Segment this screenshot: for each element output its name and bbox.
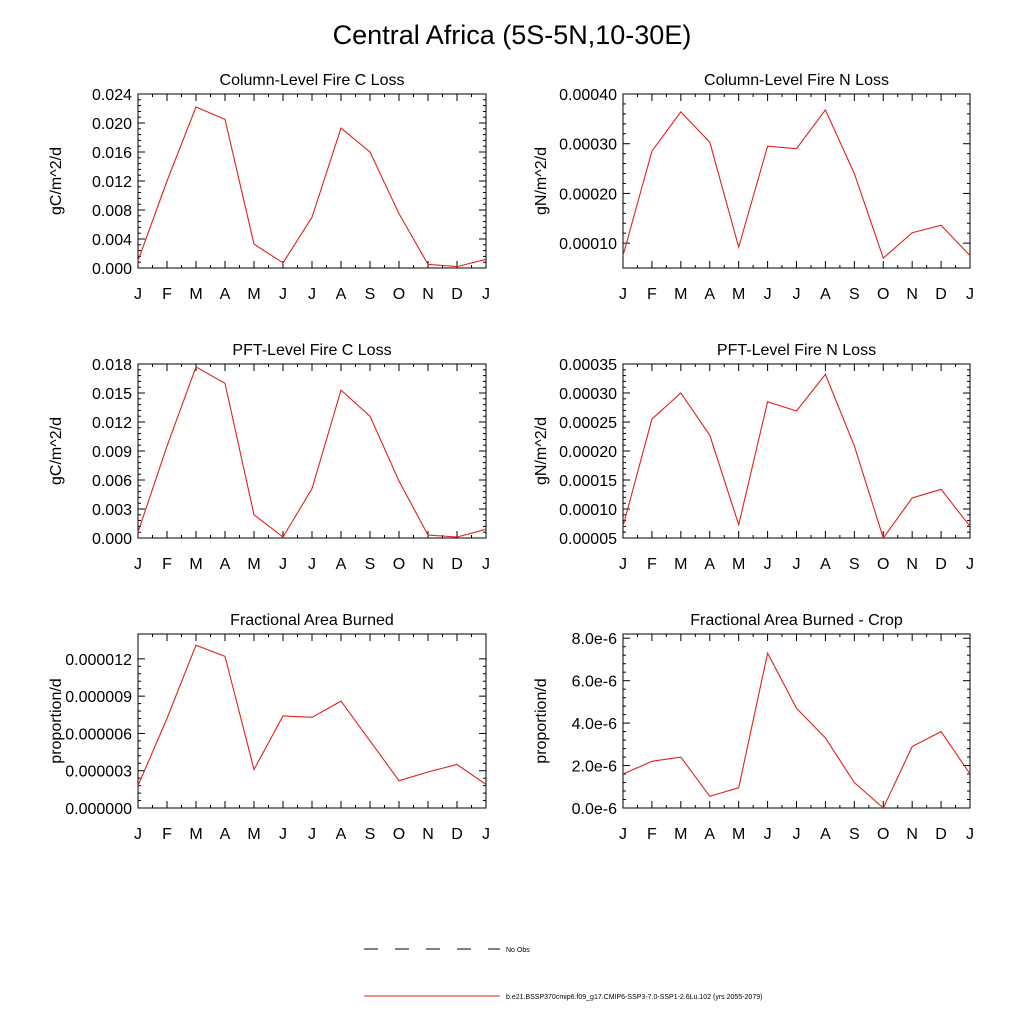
x-tick-label: F (647, 556, 657, 573)
x-tick-label: J (619, 286, 627, 303)
y-tick-label: 0.000012 (65, 651, 132, 669)
x-tick-label: M (247, 286, 261, 303)
x-tick-label: D (935, 286, 947, 303)
panel-title: Fractional Area Burned - Crop (690, 612, 903, 629)
x-tick-label: S (364, 286, 376, 303)
x-tick-label: O (392, 826, 406, 843)
y-axis-label: proportion/d (48, 678, 65, 764)
y-axis-label: proportion/d (533, 678, 550, 764)
x-tick-label: O (877, 826, 890, 843)
y-tick-label: 0.00030 (559, 136, 617, 154)
x-tick-label: N (906, 556, 918, 573)
series-line (138, 645, 486, 785)
x-tick-label: A (335, 556, 347, 573)
panel-title: Column-Level Fire N Loss (704, 72, 889, 89)
y-tick-label: 2.0e-6 (571, 758, 617, 776)
plot-frame (623, 364, 970, 538)
x-tick-label: J (792, 286, 801, 303)
y-tick-label: 0.00040 (559, 87, 617, 104)
x-tick-label: F (647, 286, 657, 303)
y-tick-label: 0.003 (91, 502, 132, 519)
x-tick-label: N (906, 286, 918, 303)
x-tick-label: D (451, 556, 463, 573)
chart-panel (533, 72, 974, 303)
x-tick-label: A (820, 556, 831, 573)
y-tick-label: 0.006 (91, 473, 132, 490)
x-tick-label: J (966, 556, 974, 573)
y-tick-label: 0.015 (91, 386, 132, 403)
x-tick-label: A (704, 286, 716, 303)
x-tick-label: J (482, 556, 490, 573)
x-tick-label: M (674, 826, 688, 843)
y-tick-label: 0.000000 (65, 801, 132, 818)
x-tick-label: A (820, 286, 831, 303)
y-tick-label: 0.00035 (559, 357, 617, 374)
plot-frame (623, 634, 970, 808)
x-tick-label: F (162, 286, 172, 303)
y-tick-label: 0.000006 (65, 726, 132, 744)
y-tick-label: 0.008 (91, 203, 132, 220)
x-tick-label: F (162, 826, 172, 843)
x-tick-label: S (848, 556, 860, 573)
x-tick-label: A (704, 556, 716, 573)
x-tick-label: A (704, 826, 716, 843)
chart-panel (533, 612, 974, 843)
x-tick-label: S (364, 556, 376, 573)
x-tick-label: M (247, 556, 261, 573)
x-tick-label: J (763, 286, 772, 303)
legend (364, 947, 762, 1001)
x-tick-label: A (335, 826, 347, 843)
x-tick-label: A (820, 826, 831, 843)
y-tick-label: 0.000 (91, 531, 132, 548)
legend-label: b.e21.BSSP370cmip6.f09_g17.CMIP6-SSP3-7.0-SSP1-2.6Lu.102 (yrs 2055-2079) (506, 994, 763, 1001)
y-axis-label: gN/m^2/d (533, 147, 550, 215)
y-tick-label: 0.000009 (65, 689, 132, 707)
x-tick-label: M (732, 826, 746, 843)
x-tick-label: J (619, 826, 627, 843)
y-tick-label: 6.0e-6 (571, 673, 617, 691)
y-tick-label: 0.016 (91, 145, 132, 162)
x-tick-label: D (935, 556, 947, 573)
x-tick-label: J (792, 556, 801, 573)
y-tick-label: 0.012 (91, 415, 132, 432)
y-tick-label: 0.0e-6 (571, 801, 617, 818)
x-tick-label: J (763, 556, 772, 573)
chart-panel (48, 612, 490, 843)
y-tick-label: 0.00020 (559, 186, 617, 204)
x-tick-label: J (279, 826, 287, 843)
y-tick-label: 0.00015 (559, 473, 617, 490)
x-tick-label: D (935, 826, 947, 843)
x-tick-label: N (906, 826, 918, 843)
y-tick-label: 0.00020 (559, 444, 617, 461)
y-tick-label: 0.00010 (559, 502, 617, 519)
y-axis-label: gN/m^2/d (533, 417, 550, 485)
x-tick-label: F (647, 826, 657, 843)
x-tick-label: O (392, 286, 406, 303)
x-tick-label: M (189, 556, 203, 573)
x-tick-label: D (451, 286, 463, 303)
x-tick-label: M (189, 286, 203, 303)
y-tick-label: 0.00025 (559, 415, 617, 432)
x-tick-label: J (279, 556, 287, 573)
series-line (623, 374, 970, 538)
figure-title: Central Africa (5S-5N,10-30E) (332, 20, 692, 50)
y-tick-label: 0.000003 (65, 763, 132, 781)
x-tick-label: J (134, 556, 142, 573)
x-tick-label: J (966, 286, 974, 303)
x-tick-label: A (219, 556, 231, 573)
y-axis-label: gC/m^2/d (48, 417, 65, 485)
y-tick-label: 0.00010 (559, 236, 617, 254)
series-line (623, 653, 970, 808)
x-tick-label: A (335, 286, 347, 303)
chart-panel (48, 342, 490, 573)
x-tick-label: D (451, 826, 463, 843)
x-tick-label: M (674, 286, 688, 303)
x-tick-label: A (219, 286, 231, 303)
y-tick-label: 0.000 (91, 261, 132, 278)
series-line (138, 367, 486, 537)
series-line (623, 110, 970, 258)
x-tick-label: J (134, 826, 142, 843)
plot-frame (138, 364, 486, 538)
series-line (138, 107, 486, 267)
x-tick-label: M (732, 556, 746, 573)
panel-title: PFT-Level Fire C Loss (232, 342, 392, 359)
y-tick-label: 0.00005 (559, 531, 617, 548)
x-tick-label: S (364, 826, 376, 843)
y-tick-label: 8.0e-6 (571, 631, 617, 649)
x-tick-label: N (422, 826, 434, 843)
x-tick-label: J (308, 826, 316, 843)
x-tick-label: J (792, 826, 801, 843)
x-tick-label: J (966, 826, 974, 843)
x-tick-label: F (162, 556, 172, 573)
x-tick-label: S (848, 826, 860, 843)
x-tick-label: N (422, 556, 434, 573)
plot-frame (138, 94, 486, 268)
x-tick-label: M (189, 826, 203, 843)
y-tick-label: 0.009 (91, 444, 132, 461)
y-tick-label: 0.004 (91, 232, 132, 249)
y-tick-label: 4.0e-6 (571, 716, 617, 734)
legend-label: No Obs (506, 947, 530, 954)
x-tick-label: J (619, 556, 627, 573)
x-tick-label: A (219, 826, 231, 843)
x-tick-label: J (482, 286, 490, 303)
x-tick-label: O (877, 286, 890, 303)
y-axis-label: gC/m^2/d (48, 147, 65, 215)
x-tick-label: M (674, 556, 688, 573)
chart-panel (533, 342, 974, 573)
x-tick-label: J (763, 826, 772, 843)
x-tick-label: J (134, 286, 142, 303)
x-tick-label: O (392, 556, 406, 573)
x-tick-label: M (732, 286, 746, 303)
y-tick-label: 0.012 (91, 174, 132, 191)
y-tick-label: 0.024 (91, 87, 132, 104)
panel-title: Fractional Area Burned (230, 612, 394, 629)
x-tick-label: J (308, 556, 316, 573)
y-tick-label: 0.00030 (559, 386, 617, 403)
x-tick-label: J (308, 286, 316, 303)
x-tick-label: N (422, 286, 434, 303)
x-tick-label: J (279, 286, 287, 303)
y-tick-label: 0.018 (91, 357, 132, 374)
y-tick-label: 0.020 (91, 116, 132, 133)
x-tick-label: J (482, 826, 490, 843)
x-tick-label: O (877, 556, 890, 573)
x-tick-label: M (247, 826, 261, 843)
x-tick-label: S (848, 286, 860, 303)
panel-title: Column-Level Fire C Loss (219, 72, 405, 89)
panel-title: PFT-Level Fire N Loss (716, 342, 877, 359)
chart-panel (48, 72, 490, 303)
